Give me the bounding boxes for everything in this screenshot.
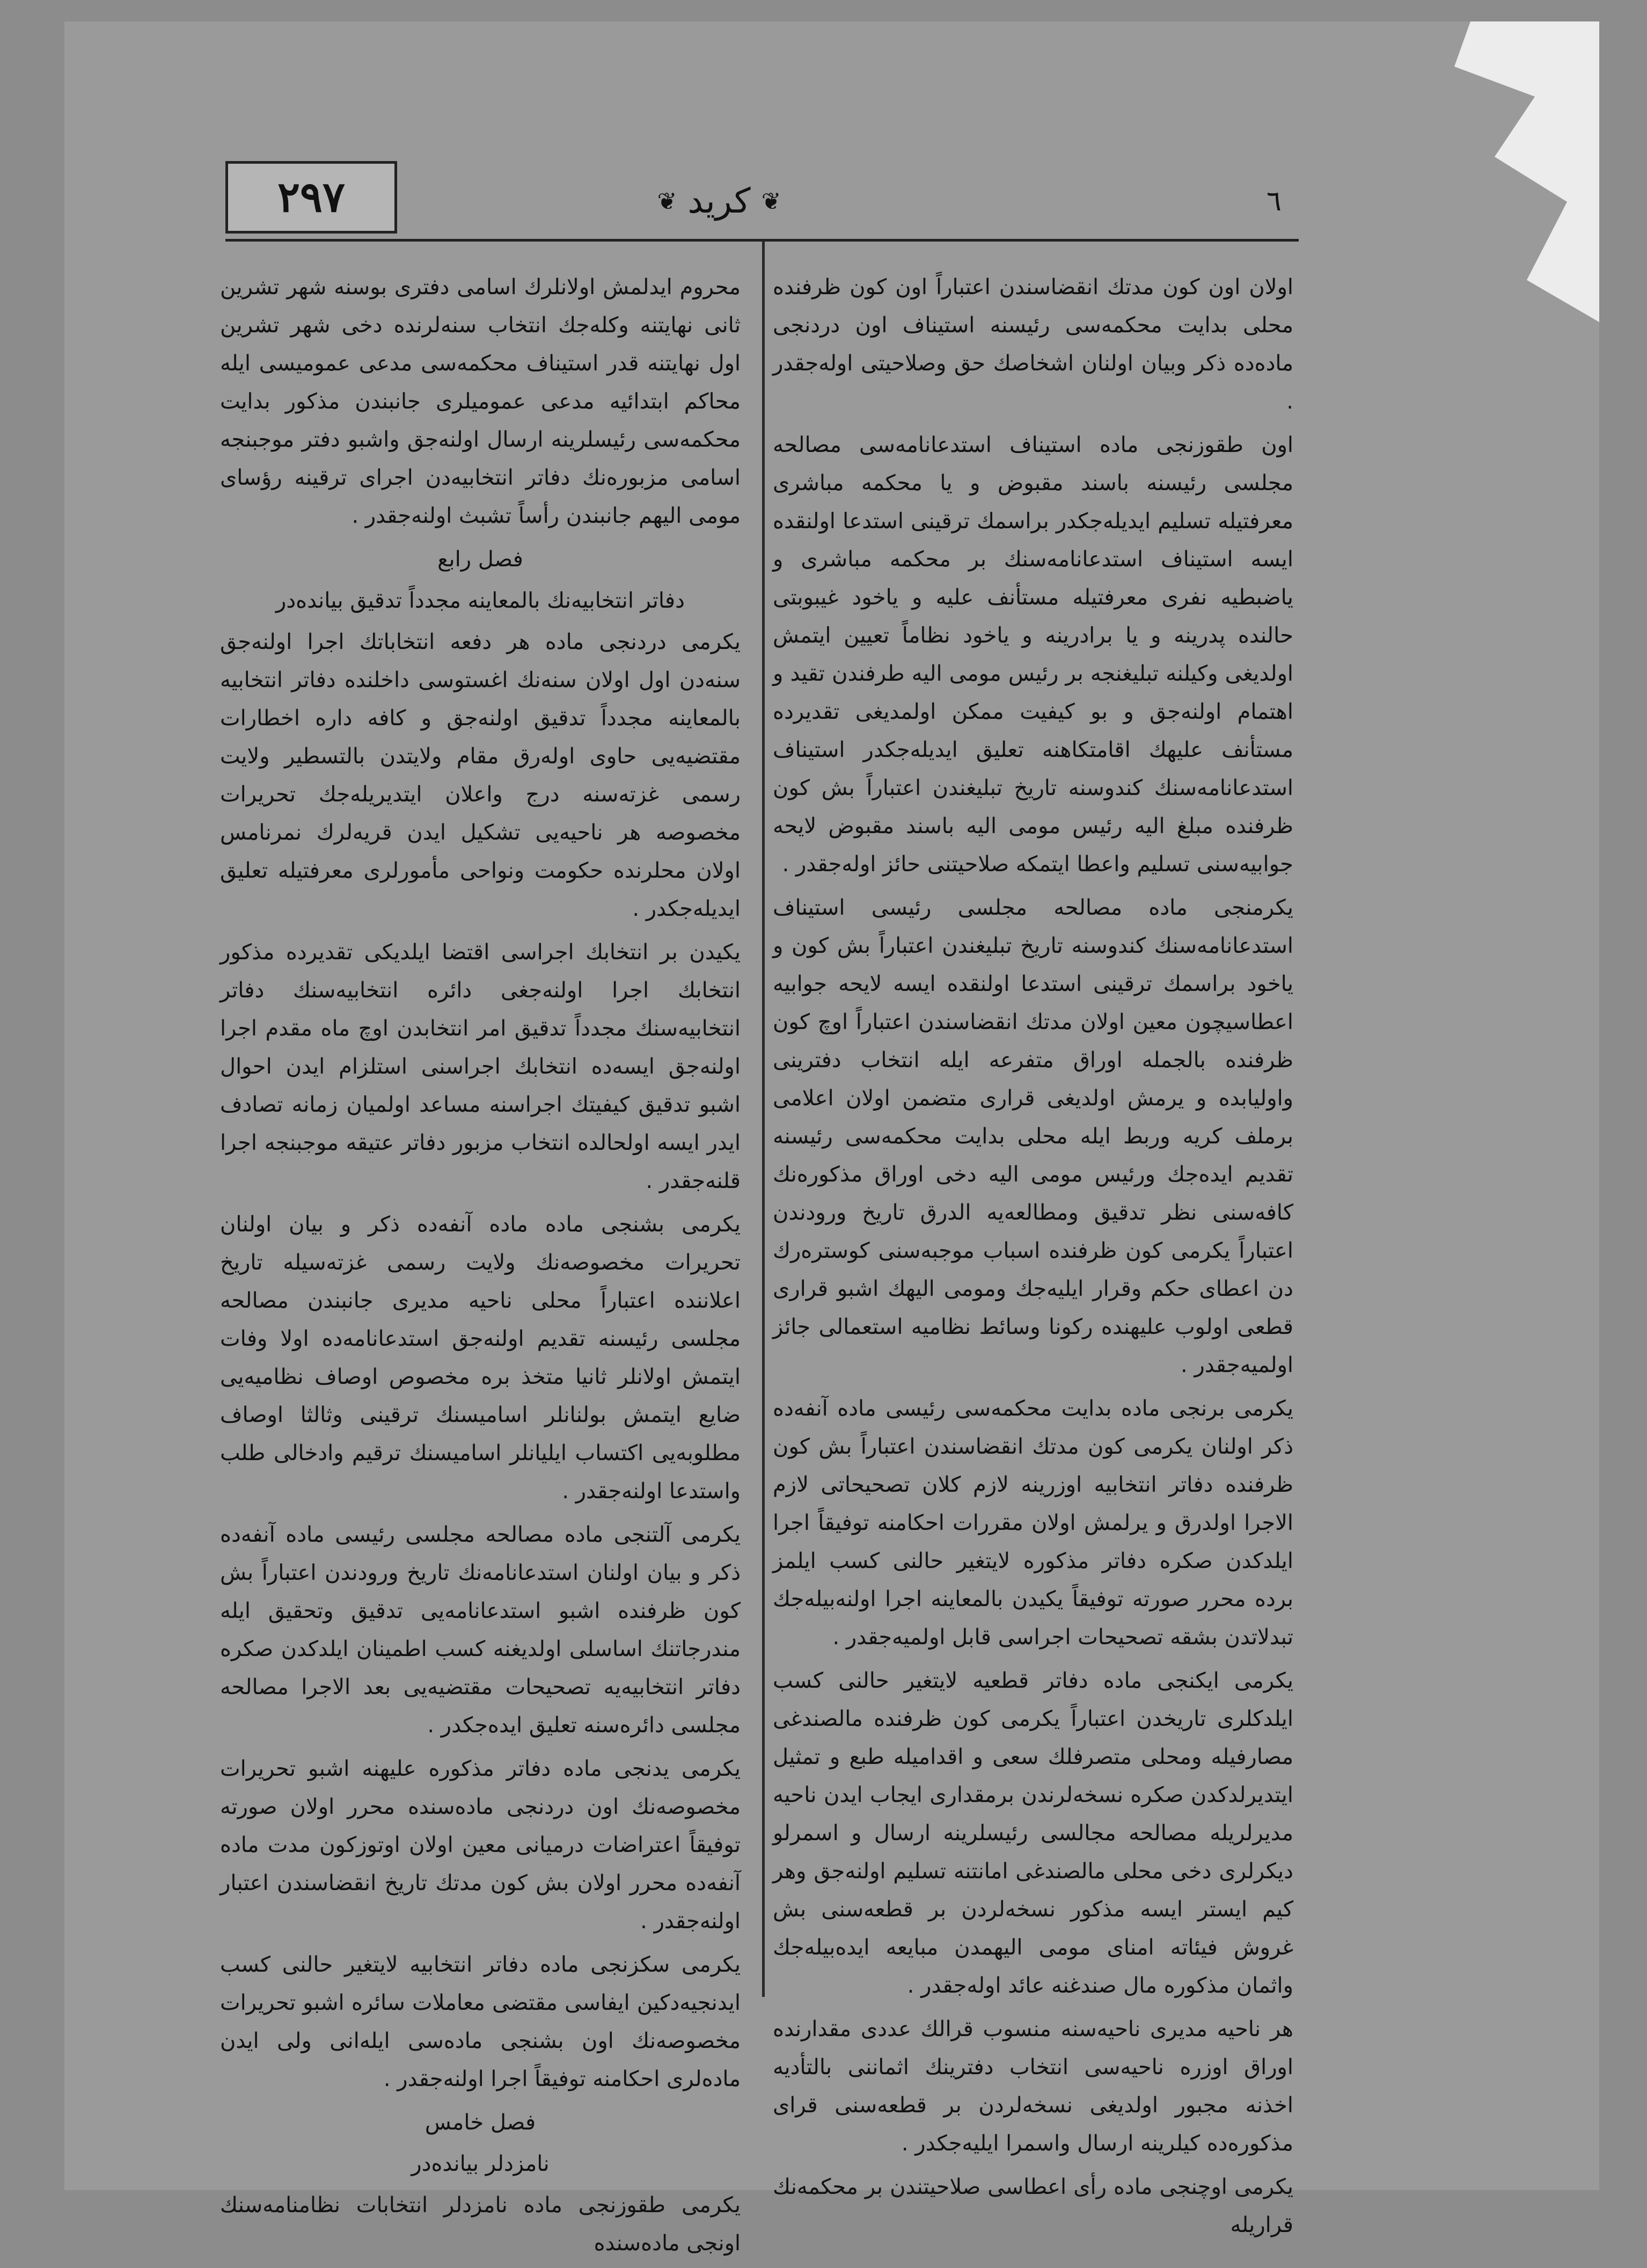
torn-paper-corner (1438, 21, 1599, 322)
article-paragraph: يكرمى آلتنجى ماده مصالحه مجلسى رئيسى ماده آنفه‌ده ذكر و بيان اولنان استدعانامه‌نك تاريخ ورودندن اعتباراً بش كون ظرفنده اشبو استدعانامه‌يى تدقيق وتحقيق ايله مندرجاتنك اساسلى اولديغنه كسب اطمينان ايلدكدن صكره دفاتر انتخابيه‌يه تصحيحات مقتضيه‌يى بعد الاجرا مصالحه مجلسى دائره‌سنه تعليق ايده‌جكدر . (220, 1522, 741, 1738)
article-paragraph: يكرمى ايكنجى ماده دفاتر قطعيه لايتغير حالنى كسب ايلدكلرى تاريخدن اعتباراً يكرمى كون ظرفنده مالصندغى مصارفيله ومحلى متصرفلك سعى و اقداميله طبع و تمثيل ايتديرلدكدن صكره نسخه‌لرندن برمقدارى ايجاب ايدن ناحيه مديرلريله مصالحه مجالسى رئيسلرينه ارسال و اسمرلو ديكرلرى دخى محلى مالصندغى امانتنه تسليم اولنه‌جق وهر كيم ايستر ايسه مذكور نسخه‌لردن بر قطعه‌سنى بش غروش فيئاته امناى مومى اليهمدن مبايعه ايده‌بيله‌جك واثمان مذكوره مال صندغنه عائد اوله‌جقدر . (773, 1668, 1293, 1998)
page-number-stamp: ٢٩٧ (225, 161, 397, 234)
article-paragraph: هر ناحيه مديرى ناحيه‌سنه منسوب قرالك عددى مقدارنده اوراق اوزره ناحيه‌سى انتخاب دفترينك اثماننى بالتأديه اخذنه مجبور اولديغى نسخه‌لردن بر قطعه‌سنى قراى مذكوره‌ده كيلرينه ارسال واسمرا ايليه‌جكدر . (773, 2017, 1293, 2156)
newspaper-title: كريد (687, 181, 751, 221)
ornament-icon: ❦ (657, 187, 677, 215)
article-paragraph: يكرمى بشنجى ماده ماده آنفه‌ده ذكر و بيان اولنان تحريرات مخصوصه‌نك ولايت رسمى غزته‌سيله تاريخ اعلاننده اعتباراً محلى ناحيه مديرى جانبندن مصالحه مجلسى رئيسنه تقديم اولنه‌جق استدعانامه‌ده اولا وفات ايتمش اولانلر ثانيا متخذ بره مخصوص اوصاف نظاميه‌يى ضايع ايتمش بولنانلر اساميسنك ترقينى وثالثا اوصاف مطلوبه‌يى اكتساب ايليانلر اساميسنك ترقيم وادخالى طلب واستدعا اولنه‌جقدر . (220, 1212, 741, 1504)
right-column (773, 268, 1293, 2250)
left-column (220, 268, 741, 2268)
article-paragraph: يكرمنجى ماده مصالحه مجلسى رئيسى استيناف استدعانامه‌سنك كندوسنه تاريخ تبليغندن اعتباراً بش كون و ياخود براسمك ترقينى استدعا اولنقده ايسه لايحه جوابيه اعطاسيچون معين اولان مدتك انقضاسندن اعتباراً اوچ كون ظرفنده بالجمله اوراق متفرعه ايله انتخاب دفترينى واوليابده و يرمش اولديغى قرارى متضمن اولان اعلامى برملف كريه وربط ايله محلى بدايت محكمه‌سى رئيسنه تقديم ايده‌جك ورئيس مومى اليه دخى اوراق مذكوره‌نك كافه‌سنى نظر تدقيق ومطالعه‌يه الدرق تاريخ ورودندن اعتباراً يكرمى كون ظرفنده اسباب موجبه‌سنى كوستره‌رك دن اعطاى حكم وقرار ايليه‌جك ومومى اليهك اشبو قرارى قطعى اولوب عليهنده ركونا وسائط نظاميه استعمالى جائز اولميه‌جقدر . (773, 895, 1293, 1377)
article-paragraph: اولان اون كون مدتك انقضاسندن اعتباراً اون كون ظرفنده محلى بدايت محكمه‌سى رئيسنه استيناف اون دردنجى ماده‌ده ذكر وبيان اولنان اشخاصك حق وصلاحيتى اوله‌جقدر . (773, 275, 1293, 414)
article-paragraph: يكرمى دردنجى ماده هر دفعه انتخاباتك اجرا اولنه‌جق سنه‌دن اول اولان سنه‌نك اغستوسى داخلنده دفاتر انتخابيه بالمعاينه مجدداً تدقيق اولنه‌جق و كافه داره اخطارات مقتضيه‌يى حاوى اوله‌رق مقام ولايتدن بالتسطير ولايت رسمى غزته‌سنه درج واعلان ايتديريله‌جك تحريرات مخصوصه هر ناحيه‌يى تشكيل ايدن قريه‌لرك نمرنامس اولان محلرنده حكومت ونواحى مأمورلرى معرفتيله تعليق ايديله‌جكدر . (220, 630, 741, 921)
article-paragraph: يكرمى سكزنجى ماده دفاتر انتخابيه لايتغير حالنى كسب ايدنجيه‌دكين ايفاسى مقتضى معاملات سائره اشبو تحريرات مخصوصه‌نك اون بشنجى ماده‌سى ايله‌انى ولى ايدن ماده‌لرى احكامنه توفيقاً اجرا اولنه‌جقدر . (220, 1952, 741, 2091)
masthead (606, 177, 832, 225)
section-subtitle: نامزدلر بيانده‌در (411, 2152, 550, 2176)
article-paragraph: يكرمى برنجى ماده بدايت محكمه‌سى رئيسى ماده آنفه‌ده ذكر اولنان يكرمى كون مدتك انقضاسندن اعتباراً بش كون ظرفنده دفاتر انتخابيه اوزرينه لازم كلان تصحيحاتى لازم الاجرا اولدرق و يرلمش اولان مقررات احكامنه توفيقاً اجرا ايلدكدن صكره دفاتر مذكوره لايتغير حالنى كسب ايلمز برده محرر صورته توفيقاً يكيدن بالمعاينه اجرا اولنه‌بيله‌جك تبدلاتدن بشقه تصحيحات اجراسى قابل اولميه‌جقدر . (773, 1396, 1293, 1650)
section-subtitle: دفاتر انتخابيه‌نك بالمعاينه مجدداً تدقيق بيانده‌در (276, 588, 685, 613)
section-title: فصل رابع (437, 547, 523, 572)
article-paragraph: اون طقوزنجى ماده استيناف استدعانامه‌سى مصالحه مجلسى رئيسنه باسند مقبوض و يا محكمه مباشرى معرفتيله تسليم ايديله‌جكدر براسمك ترقينى استدعا اولنقده ايسه استيناف استدعانامه‌سنك بر محكمه مباشرى و ياضبطيه نفرى معرفتيله مستأنف عليه و ياخود غيبوبتى حالنده پدرينه و يا برادرينه و ياخود نظاماً تعيين ايتمش اولديغى وكيلنه تبليغنجه بر رئيس مومى اليه طرفندن تقيد و اهتمام اولنه‌جق و بو كيفيت ممكن اولمديغى تقديرده مستأنف عليهك اقامتكاهنه تعليق ايديله‌جكدر استيناف استدعانامه‌سنك كندوسنه تاريخ تبليغندن اعتباراً بش كون ظرفنده مبلغ اليه رئيس مومى اليه باسند مقبوض لايحه جوابيه‌سنى تسليم واعطا ايتمكه صلاحيتنى حائز اوله‌جقدر . (773, 433, 1293, 877)
column-divider (762, 242, 765, 1997)
article-paragraph: محروم ايدلمش اولانلرك اسامى دفترى بوسنه شهر تشرين ثانى نهايتنه وكله‌جك انتخاب سنه‌لرنده دخى شهر تشرين اول نهايتنه قدر استيناف محكمه‌سى مدعى عموميسى ايله محاكم ابتدائيه مدعى عموميلرى جانبندن مذكور بدايت محكمه‌سى رئيسلرينه ارسال اولنه‌جق واشبو دفتر موجبنجه اسامى مزبوره‌نك دفاتر انتخابيه‌دن اجراى ترقينه رؤساى مومى اليهم جانبندن رأساً تشبث اولنه‌جقدر . (220, 275, 741, 528)
ornament-icon: ❦ (761, 187, 781, 215)
article-paragraph: يكيدن بر انتخابك اجراسى اقتضا ايلديكى تقديرده مذكور انتخابك اجرا اولنه‌جغى دائره انتخابيه‌سنك دفاتر انتخابيه‌سنك مجدداً تدقيق امر انتخابدن اوچ ماه مقدم اجرا اولنه‌جق ايسه‌ده انتخابك اجراسنى استلزام ايدن احوال اشبو تدقيق كيفيتك اجراسنه مساعد اولميان زمانه تصادف ايدر ايسه اولحالده انتخاب مزبور دفاتر عتيقه موجبنجه اجرا قلنه‌جقدر . (220, 940, 741, 1193)
section-title: فصل خامس (424, 2110, 536, 2135)
article-paragraph: يكرمى يدنجى ماده دفاتر مذكوره عليهنه اشبو تحريرات مخصوصه‌نك اون دردنجى ماده‌سنده محرر اولان صورته توفيقاً اعتراضات درميانى معين اولان اوتوزكون مدت ماده آنفه‌ده محرر اولان بش كون مدتك تاريخ انقضاسندن اعتبار اولنه‌جقدر . (220, 1756, 741, 1934)
article-paragraph: يكرمى اوچنجى ماده رأى اعطاسى صلاحيتندن بر محكمه‌نك قراريله (773, 2175, 1293, 2237)
article-paragraph: يكرمى طقوزنجى ماده نامزدلر انتخابات نظامنامه‌سنك اونجى ماده‌سنده (220, 2193, 741, 2256)
page-number: ٦ (1267, 185, 1282, 217)
